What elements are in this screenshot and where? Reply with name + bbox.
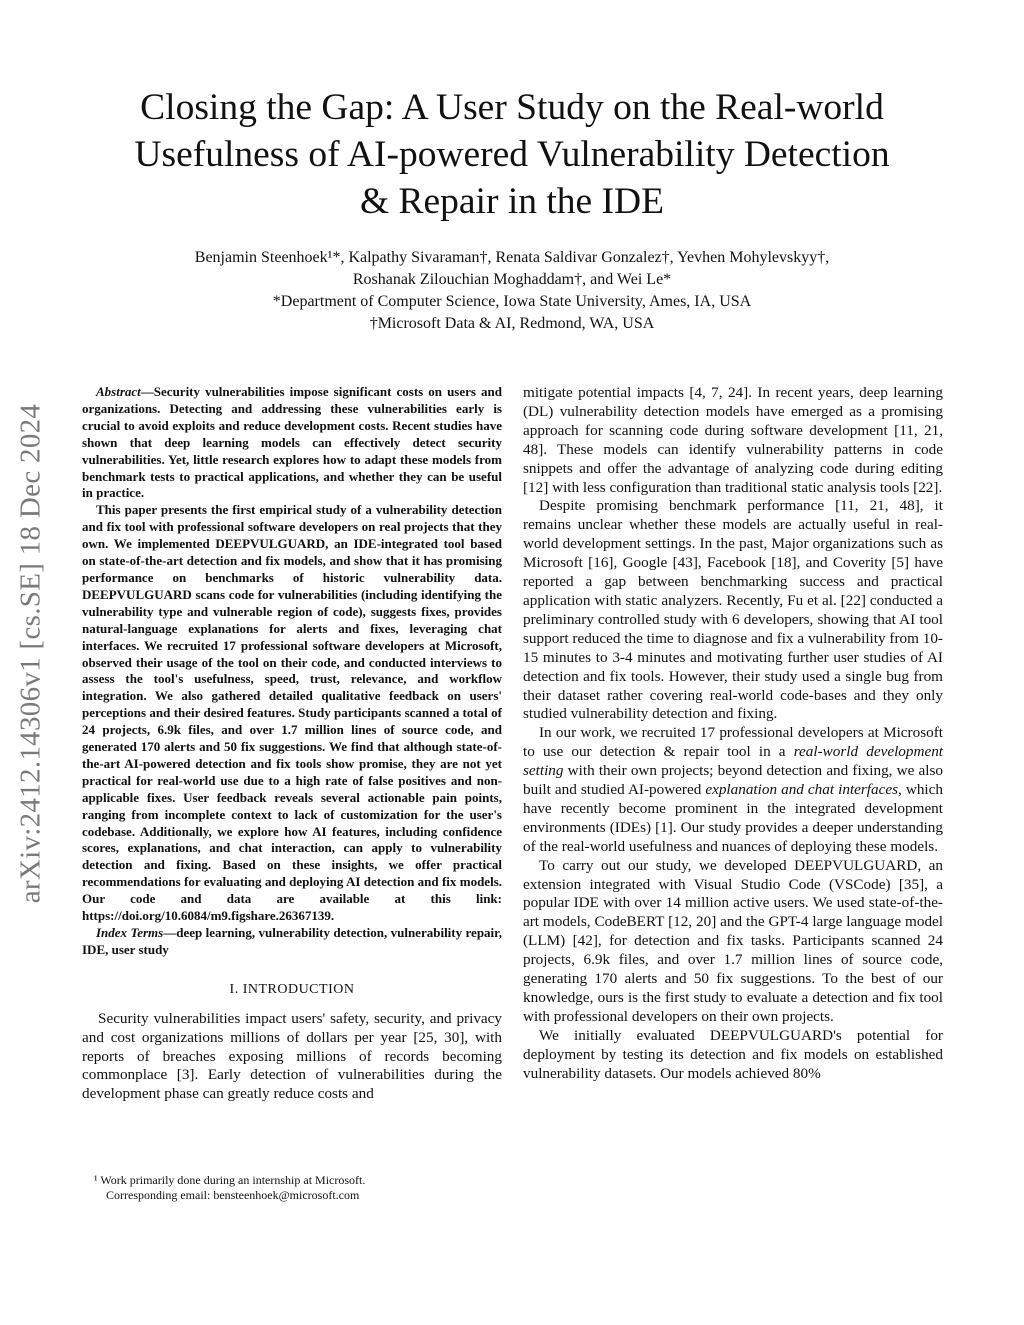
left-column: [82, 384, 502, 1104]
right-paragraph-2: Despite promising benchmark performance [11, 21, 48], it remains unclear whether these models are actually useful in real-world development settings. In the past, Major organizations such as Microsoft [16], Google [43], Facebook [18], and Coverity [5] have reported a gap between benchmarking success and practical application with static analyzers. Recently, Fu et al. [22] conducted a preliminary controlled study with 6 developers, showing that AI tool support reduced the time to diagnose and fix a vulnerability from 10-15 minutes to 3-4 minutes and motivating further user studies of AI detection and fix tools. However, their study used a single bug from their dataset rather covering real-world code-bases and they only studied vulnerability detection and fixing.: [523, 497, 943, 723]
right-column: [523, 384, 943, 1084]
title-line-1: Closing the Gap: A User Study on the Real-world: [140, 87, 884, 128]
footnote: [82, 1173, 502, 1203]
paper-title: [60, 84, 964, 225]
index-terms-lead: Index Terms: [96, 925, 164, 940]
title-line-3: & Repair in the IDE: [359, 181, 665, 222]
p3-part-b: with their own projects; beyond detection and fixing, we also built and studied AI-powered: [523, 762, 943, 799]
footnote-line-2: Corresponding email: bensteenhoek@microsoft.com: [106, 1188, 360, 1202]
footnote-line-1: ¹ Work primarily done during an internship at Microsoft.: [94, 1173, 366, 1187]
right-paragraph-5: We initially evaluated DEEPVULGUARD's potential for deployment by testing its detection and fix models on established vulnerability datasets. Our models achieved 80%: [523, 1026, 943, 1082]
affiliation-iowa-state: *Department of Computer Science, Iowa State University, Ames, IA, USA: [272, 293, 752, 310]
index-terms: [82, 925, 502, 959]
p3-emphasis-2: explanation and chat interfaces: [705, 781, 899, 799]
abstract: [82, 384, 502, 925]
author-line-1: Benjamin Steenhoek¹*, Kalpathy Sivaraman†, Renata Saldivar Gonzalez†, Yevhen Mohylevskyy†,: [194, 249, 830, 266]
title-line-2: Usefulness of AI-powered Vulnerability Detection: [134, 134, 890, 175]
abstract-paragraph-2: This paper presents the first empirical study of a vulnerability detection and fix tool with professional software developers on real projects that they own. We implemented DEEPVULGUARD, an IDE-integrated tool based on state-of-the-art detection and fix models, and show that it has promising performance on benchmarks of historic vulnerability data. DEEPVULGUARD scans code for vulnerabilities (including identifying the vulnerability type and vulnerable region of code), suggests fixes, provides natural-language explanations for alerts and fixes, leveraging chat interfaces. We recruited 17 professional software developers at Microsoft, observed their usage of the tool on their code, and conducted interviews to assess the tool's usefulness, speed, trust, relevance, and workflow integration. We also gathered detailed qualitative feedback on users' perceptions and their desired features. Study participants scanned a total of 24 projects, 6.9k files, and over 1.7 million lines of source code, and generated 170 alerts and 50 fix suggestions. We find that although state-of-the-art AI-powered detection and fix tools show promise, they are not yet practical for real-world use due to a high rate of false positives and non-applicable fixes. User feedback reveals several actionable pain points, ranging from incomplete context to lack of customization for the user's codebase. Additionally, we explore how AI features, including confidence scores, explanations, and chat interaction, can apply to vulnerability detection and fixing. Based on these insights, we offer practical recommendations for evaluating and deploying AI detection and fix models. Our code and data are available at this link: https://doi.org/10.6084/m9.figshare.26367139.: [82, 502, 502, 924]
author-block: [60, 247, 964, 335]
intro-paragraph-1: Security vulnerabilities impact users' safety, security, and privacy and cost organizations millions of dollars per year [25, 30], with reports of breaches exposing millions of records becoming commonplace [3]. Early detection of vulnerabilities during the development phase can greatly reduce costs and: [82, 1009, 502, 1103]
intro-left-text: [82, 1010, 502, 1105]
index-terms-text: —deep learning, vulnerability detection, vulnerability repair, IDE, user study: [82, 925, 502, 957]
right-paragraph-4: To carry out our study, we developed DEEPVULGUARD, an extension integrated with Visual Studio Code (VSCode) [35], a popular IDE with over 14 million active users. We used state-of-the-art models, CodeBERT [12, 20] and the GPT-4 large language model (LLM) [42], for detection and fix tasks. Participants scanned 24 projects, 6.9k files, and over 1.7 million lines of source code, generating 170 alerts and 50 fix suggestions. To the best of our knowledge, ours is the first study to evaluate a detection and fix tool with professional developers on their own projects.: [523, 856, 943, 1025]
abstract-p1-text: —Security vulnerabilities impose significant costs on users and organizations. Detecting and addressing these vulnerabilities early is crucial to avoid exploits and reduce development costs. Recent studies have shown that deep learning models can effectively detect security vulnerabilities. Yet, little research explores how to adapt these models from benchmark tests to practical applications, and whether they can be useful in practice.: [82, 384, 502, 501]
section-heading-introduction: I. INTRODUCTION: [229, 981, 355, 997]
right-paragraph-3: [523, 724, 943, 856]
abstract-lead: Abstract: [96, 384, 141, 399]
p3-part-c: , which have recently become prominent in the integrated development environments (IDEs) [1]. Our study provides a deeper understanding of the real-world usefulness and nuances of deploying these models.: [523, 781, 943, 855]
p3-part-a: In our work, we recruited 17 professional developers at Microsoft to use our detection & repair tool in a: [523, 724, 943, 761]
author-line-2: Roshanak Zilouchian Moghaddam†, and Wei Le*: [352, 271, 672, 288]
arxiv-stamp: [2, 358, 60, 948]
arxiv-stamp-text: arXiv:2412.14306v1 [cs.SE] 18 Dec 2024: [14, 403, 47, 903]
affiliation-microsoft: †Microsoft Data & AI, Redmond, WA, USA: [369, 315, 655, 332]
p3-emphasis-1: real-world development setting: [523, 743, 944, 780]
right-paragraph-1: mitigate potential impacts [4, 7, 24]. In recent years, deep learning (DL) vulnerability detection models have emerged as a promising approach for scanning code during software development [11, 21, 48]. These models can identify vulnerability patterns in code snippets and offer the advantage of analyzing code during editing [12] with less configuration than traditional static analysis tools [22].: [523, 384, 943, 496]
abstract-paragraph-1: [82, 384, 502, 502]
